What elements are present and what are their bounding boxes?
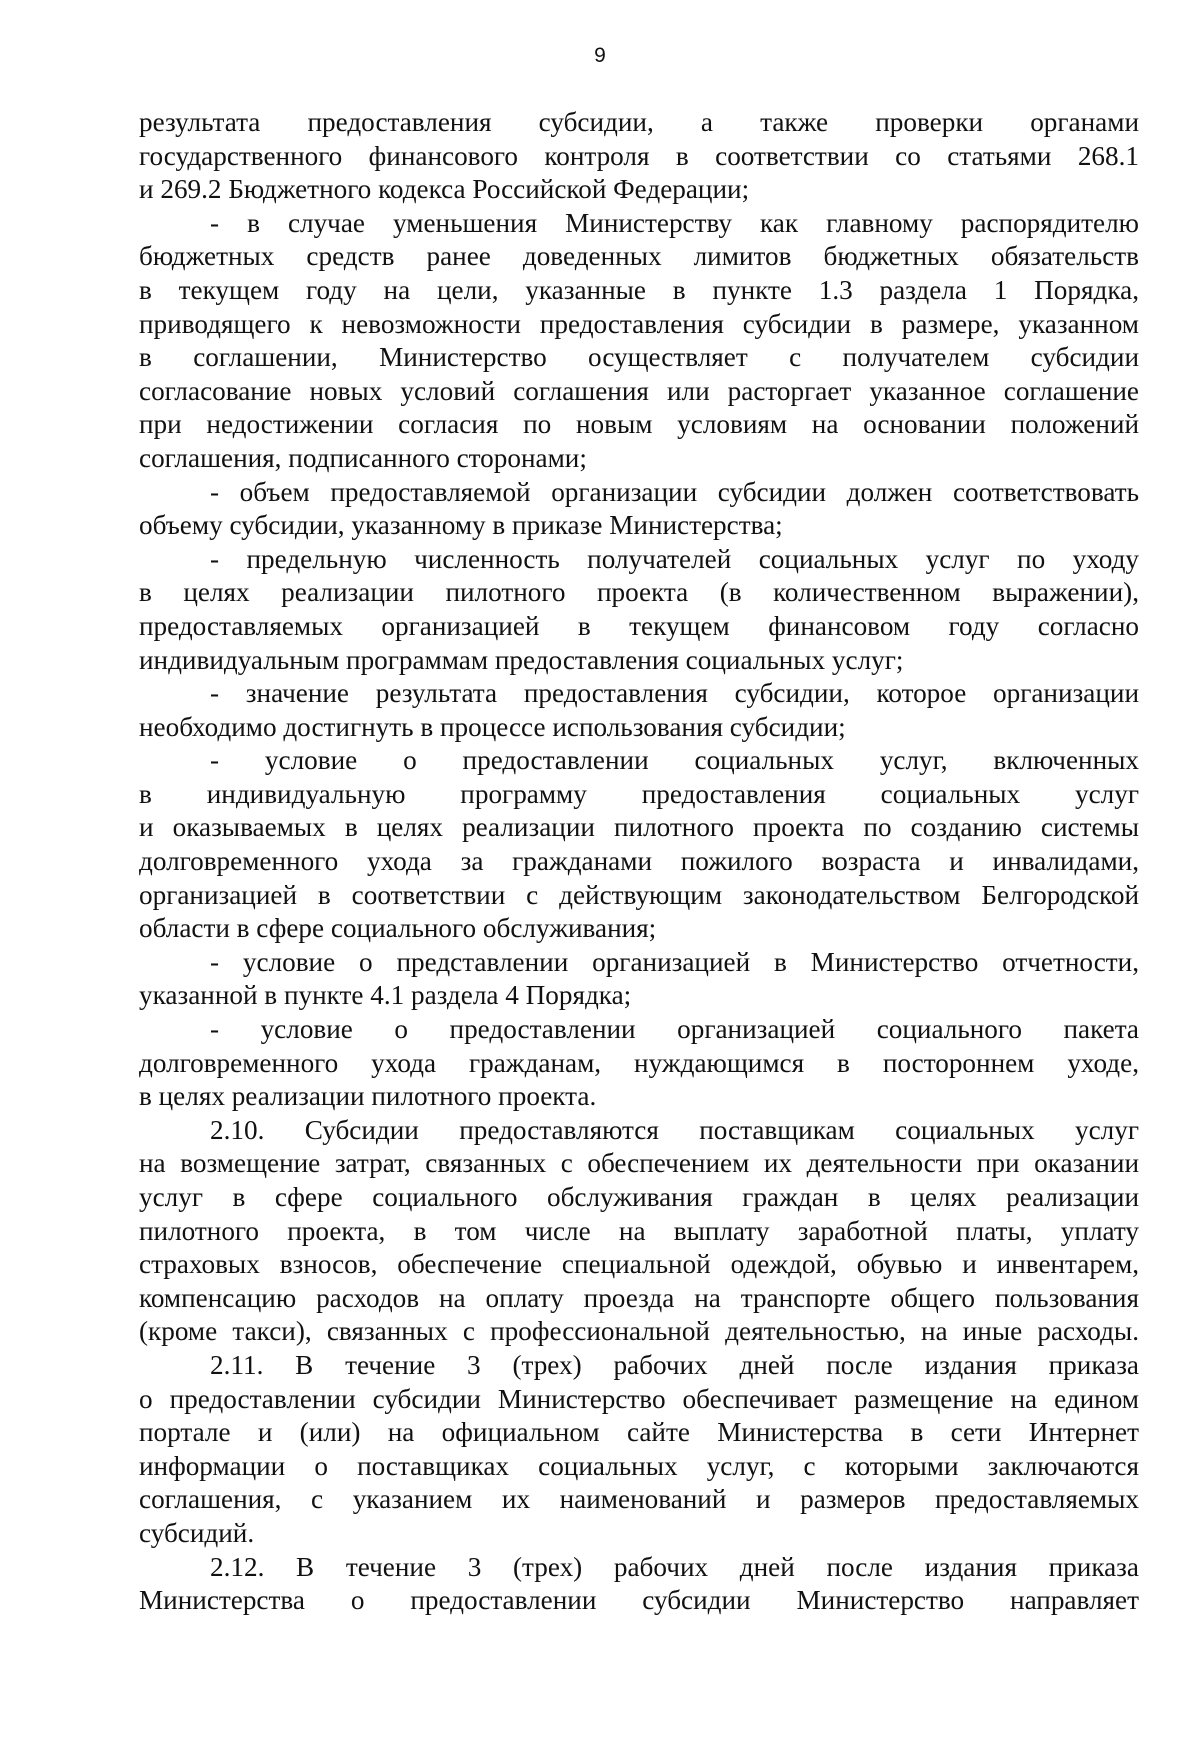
- text-line: - предельную численность получателей социальных услуг по уходу: [210, 543, 1139, 574]
- text-line: (кроме такси), связанных с профессиональной деятельностью, на иные расходы.: [139, 1316, 1139, 1347]
- text-line: в целях реализации пилотного проекта (в количественном выражении),: [139, 577, 1139, 608]
- text-line: согласование новых условий соглашения или расторгает указанное соглашение: [139, 375, 1139, 406]
- text-line: государственного финансового контроля в соответствии со статьями 268.1: [139, 140, 1139, 171]
- text-line: приводящего к невозможности предоставления субсидии в размере, указанном: [139, 308, 1139, 339]
- text-line: - значение результата предоставления субсидии, которое организации: [210, 678, 1139, 709]
- text-line: при недостижении согласия по новым условиям на основании положений: [139, 409, 1139, 440]
- text-line: в целях реализации пилотного проекта.: [139, 1081, 597, 1112]
- text-line: указанной в пункте 4.1 раздела 4 Порядка;: [139, 980, 632, 1011]
- text-line: - условие о представлении организацией в Министерство отчетности,: [210, 946, 1139, 977]
- text-line: бюджетных средств ранее доведенных лимитов бюджетных обязательств: [139, 241, 1139, 272]
- text-line: пилотного проекта, в том числе на выплату заработной платы, уплату: [139, 1215, 1139, 1246]
- text-line: организацией в соответствии с действующим законодательством Белгородской: [139, 879, 1139, 910]
- text-line: - объем предоставляемой организации субсидии должен соответствовать: [210, 476, 1139, 507]
- text-line: в текущем году на цели, указанные в пункте 1.3 раздела 1 Порядка,: [139, 274, 1139, 305]
- text-line: страховых взносов, обеспечение специальной одеждой, обувью и инвентарем,: [139, 1249, 1139, 1280]
- document-body: [139, 106, 1139, 1618]
- text-line: субсидий.: [139, 1517, 255, 1548]
- text-line: - в случае уменьшения Министерству как главному распорядителю: [210, 207, 1139, 238]
- text-line: информации о поставщиках социальных услуг, с которыми заключаются: [139, 1450, 1139, 1481]
- text-line: и 269.2 Бюджетного кодекса Российской Федерации;: [139, 174, 750, 205]
- text-line: Министерства о предоставлении субсидии Министерство направляет: [139, 1585, 1139, 1616]
- text-line: области в сфере социального обслуживания;: [139, 913, 657, 944]
- text-line: долговременного ухода гражданам, нуждающимся в постороннем уходе,: [139, 1047, 1139, 1078]
- text-line: - условие о предоставлении организацией социального пакета: [210, 1014, 1139, 1045]
- text-line: индивидуальным программам предоставления социальных услуг;: [139, 644, 904, 675]
- text-line: 2.10. Субсидии предоставляются поставщикам социальных услуг: [210, 1114, 1139, 1145]
- text-line: на возмещение затрат, связанных с обеспечением их деятельности при оказании: [139, 1148, 1139, 1179]
- text-line: соглашения, подписанного сторонами;: [139, 442, 587, 473]
- text-line: - условие о предоставлении социальных услуг, включенных: [210, 745, 1139, 776]
- text-line: 2.11. В течение 3 (трех) рабочих дней после издания приказа: [210, 1349, 1139, 1380]
- text-line: 2.12. В течение 3 (трех) рабочих дней после издания приказа: [210, 1551, 1139, 1582]
- text-line: объему субсидии, указанному в приказе Министерства;: [139, 510, 783, 541]
- text-line: портале и (или) на официальном сайте Министерства в сети Интернет: [139, 1417, 1139, 1448]
- text-line: предоставляемых организацией в текущем финансовом году согласно: [139, 610, 1139, 641]
- text-line: результата предоставления субсидии, а также проверки органами: [139, 107, 1139, 137]
- text-line: о предоставлении субсидии Министерство обеспечивает размещение на едином: [139, 1383, 1139, 1414]
- text-line: услуг в сфере социального обслуживания граждан в целях реализации: [139, 1182, 1139, 1212]
- text-line: в соглашении, Министерство осуществляет с получателем субсидии: [139, 342, 1139, 373]
- text-line: соглашения, с указанием их наименований и размеров предоставляемых: [139, 1484, 1139, 1515]
- text-line: необходимо достигнуть в процессе использования субсидии;: [139, 711, 846, 742]
- text-line: в индивидуальную программу предоставления социальных услуг: [139, 778, 1139, 809]
- page-number: 9: [594, 44, 606, 67]
- text-line: и оказываемых в целях реализации пилотного проекта по созданию системы: [139, 812, 1139, 843]
- text-line: долговременного ухода за гражданами пожилого возраста и инвалидами,: [139, 846, 1139, 877]
- text-line: компенсацию расходов на оплату проезда на транспорте общего пользования: [139, 1282, 1139, 1313]
